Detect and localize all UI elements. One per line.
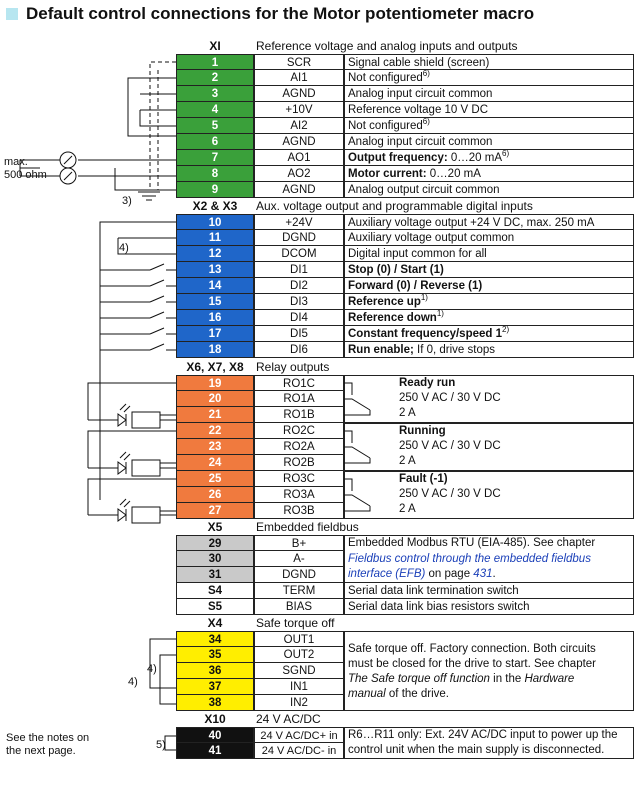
terminal-signal: RO3A [254,487,344,503]
terminal-signal: 24 V AC/DC+ in [254,727,344,743]
terminal-pin: 35 [176,647,254,663]
terminal-signal: RO1B [254,407,344,423]
terminal-signal: AGND [254,86,344,102]
terminal-pin: S4 [176,583,254,599]
terminal-signal: OUT2 [254,647,344,663]
ohm-label: 500 ohm [4,169,47,181]
terminal-description: Not configured$^{6)}$ [344,70,634,86]
terminal-pin: 19 [176,375,254,391]
page-link[interactable]: 431 [473,568,493,580]
terminal-signal: AGND [254,182,344,198]
terminal-pin: 8 [176,166,254,182]
relay1-contact-icon [344,383,370,415]
x4-safe-torque-description: Safe torque off. Factory connection. Both circuits must be closed for the drive to start. See chapter The Safe torque off function in the Hardware manual of the drive. [344,631,634,711]
terminal-pin: 13 [176,262,254,278]
terminal-pin: 18 [176,342,254,358]
relay-block-fault: Fault (-1) 250 V AC / 30 V DC 2 A [344,471,634,519]
relay-load-2-icon [132,460,160,476]
terminal-pin: 41 [176,743,254,759]
terminal-description: Reference down$^{1)}$ [344,310,634,326]
terminal-pin: 2 [176,70,254,86]
terminal-pin: 6 [176,134,254,150]
x5-fieldbus-description: Embedded Modbus RTU (EIA-485). See chapter Fieldbus control through the embedded fieldbus interface (EFB) on page 431. [344,535,634,583]
terminal-pin: 22 [176,423,254,439]
led-2-icon [118,452,130,474]
terminal-pin: 11 [176,230,254,246]
terminal-signal: TERM [254,583,344,599]
terminal-signal: AI1 [254,70,344,86]
section-header-x6: X6, X7, X8 Relay outputs [186,360,330,374]
terminal-description: Auxiliary voltage output +24 V DC, max. 250 mA [344,214,634,230]
terminal-pin: 37 [176,679,254,695]
terminal-signal: AGND [254,134,344,150]
terminal-description: Auxiliary voltage output common [344,230,634,246]
terminal-pin: 20 [176,391,254,407]
terminal-signal: RO1A [254,391,344,407]
terminal-signal: A- [254,551,344,567]
terminal-signal: RO2B [254,455,344,471]
note-4b: 4) [147,663,157,675]
terminal-signal: DI1 [254,262,344,278]
relay-block-ready-run: Ready run 250 V AC / 30 V DC 2 A [344,375,634,423]
di-switch-icons [150,264,164,350]
terminal-description: Signal cable shield (screen) [344,54,634,70]
terminal-pin: 26 [176,487,254,503]
relay3-contact-icon [344,479,370,511]
terminal-signal: DI4 [254,310,344,326]
terminal-signal: DGND [254,230,344,246]
terminal-description: Reference $up^{1)}$ [344,294,634,310]
terminal-description: Forward (0) / Reverse (1) [344,278,634,294]
terminal-signal: RO2A [254,439,344,455]
terminal-pin: 21 [176,407,254,423]
terminal-pin: 25 [176,471,254,487]
terminal-pin: 36 [176,663,254,679]
terminal-signal: DI3 [254,294,344,310]
terminal-signal: RO2C [254,423,344,439]
terminal-pin: 31 [176,567,254,583]
fieldbus-chapter-link[interactable]: Fieldbus control through the embedded fieldbus [348,552,591,565]
note-4a: 4) [119,242,129,254]
terminal-signal: AO2 [254,166,344,182]
terminal-signal: AO1 [254,150,344,166]
relay2-contact-icon [344,431,370,463]
note-4c: 4) [128,676,138,688]
section-header-x10: X10 24 V AC/DC [204,712,321,726]
terminal-pin: 7 [176,150,254,166]
page-title: Default control connections for the Motor potentiometer macro [6,4,534,24]
terminal-description: Motor current: 0…20 mA [344,166,634,182]
terminal-pin: S5 [176,599,254,615]
terminal-signal: +24V [254,214,344,230]
terminal-signal: AI2 [254,118,344,134]
terminal-description: Reference voltage 10 V DC [344,102,634,118]
led-1-icon [118,404,130,426]
terminal-signal: DI2 [254,278,344,294]
terminal-description: Run enable; If 0, drive stops [344,342,634,358]
terminal-pin: 15 [176,294,254,310]
section-header-xi: XI Reference voltage and analog inputs and outputs [209,39,518,53]
section-header-x4: X4 Safe torque off [207,616,335,630]
terminal-pin: 23 [176,439,254,455]
terminal-signal: RO3C [254,471,344,487]
terminal-signal: DI6 [254,342,344,358]
ai-wire [128,78,176,136]
terminal-description: Constant frequency/speed 1$^{2)}$ [344,326,634,342]
terminal-signal: DCOM [254,246,344,262]
max-label: max. [4,156,28,168]
terminal-description: Stop (0) / Start (1) [344,262,634,278]
terminal-pin: 10 [176,214,254,230]
terminal-description: Serial data link bias resistors switch [344,599,634,615]
led-3-icon [118,499,130,521]
terminal-signal: +10V [254,102,344,118]
terminal-signal: DGND [254,567,344,583]
terminal-signal: SGND [254,663,344,679]
relay-block-running: Running 250 V AC / 30 V DC 2 A [344,423,634,471]
terminal-signal: RO3B [254,503,344,519]
terminal-pin: 9 [176,182,254,198]
see-notes-line1: See the notes on [6,732,90,744]
terminal-signal: SCR [254,54,344,70]
terminal-description: Not configured$^{6)}$ [344,118,634,134]
terminal-description: Output frequency: 0…20 $mA^{6)}$ [344,150,634,166]
terminal-pin: 24 [176,455,254,471]
see-notes-line2: the next page. [6,745,76,757]
section-header-x5: X5 Embedded fieldbus [207,520,359,534]
terminal-signal: B+ [254,535,344,551]
terminal-description: Analog input circuit common [344,134,634,150]
terminal-pin: 5 [176,118,254,134]
terminal-pin: 29 [176,535,254,551]
aux-24v-wire [100,222,176,500]
terminal-pin: 3 [176,86,254,102]
terminal-signal: 24 V AC/DC- in [254,743,344,759]
sto-loop-wire [150,639,176,688]
terminal-pin: 14 [176,278,254,294]
terminal-pin: 38 [176,695,254,711]
terminal-description: Serial data link termination switch [344,583,634,599]
terminal-signal: DI5 [254,326,344,342]
relay-load-1-icon [132,412,160,428]
terminal-pin: 17 [176,326,254,342]
terminal-description: Analog output circuit common [344,182,634,198]
terminal-signal: OUT1 [254,631,344,647]
terminal-pin: 4 [176,102,254,118]
terminal-description: Digital input common for all [344,246,634,262]
terminal-pin: 1 [176,54,254,70]
terminal-description: Analog input circuit common [344,86,634,102]
terminal-pin: 34 [176,631,254,647]
terminal-pin: 27 [176,503,254,519]
terminal-signal: RO1C [254,375,344,391]
relay-load-3-icon [132,507,160,523]
terminal-signal: IN1 [254,679,344,695]
note-3: 3) [122,195,132,207]
note-5: 5) [156,739,166,751]
terminal-pin: 12 [176,246,254,262]
terminal-pin: 30 [176,551,254,567]
ground-icon [138,192,160,200]
x10-supply-description: R6…R11 only: Ext. 24V AC/DC input to power up the control unit when the main supply is disconnected. [344,727,634,759]
fieldbus-chapter-link-2[interactable]: interface (EFB) [348,568,426,580]
terminal-signal: IN2 [254,695,344,711]
terminal-pin: 40 [176,727,254,743]
terminal-signal: BIAS [254,599,344,615]
section-header-x2x3: X2 & X3 Aux. voltage output and programmable digital inputs [192,199,533,213]
terminal-pin: 16 [176,310,254,326]
